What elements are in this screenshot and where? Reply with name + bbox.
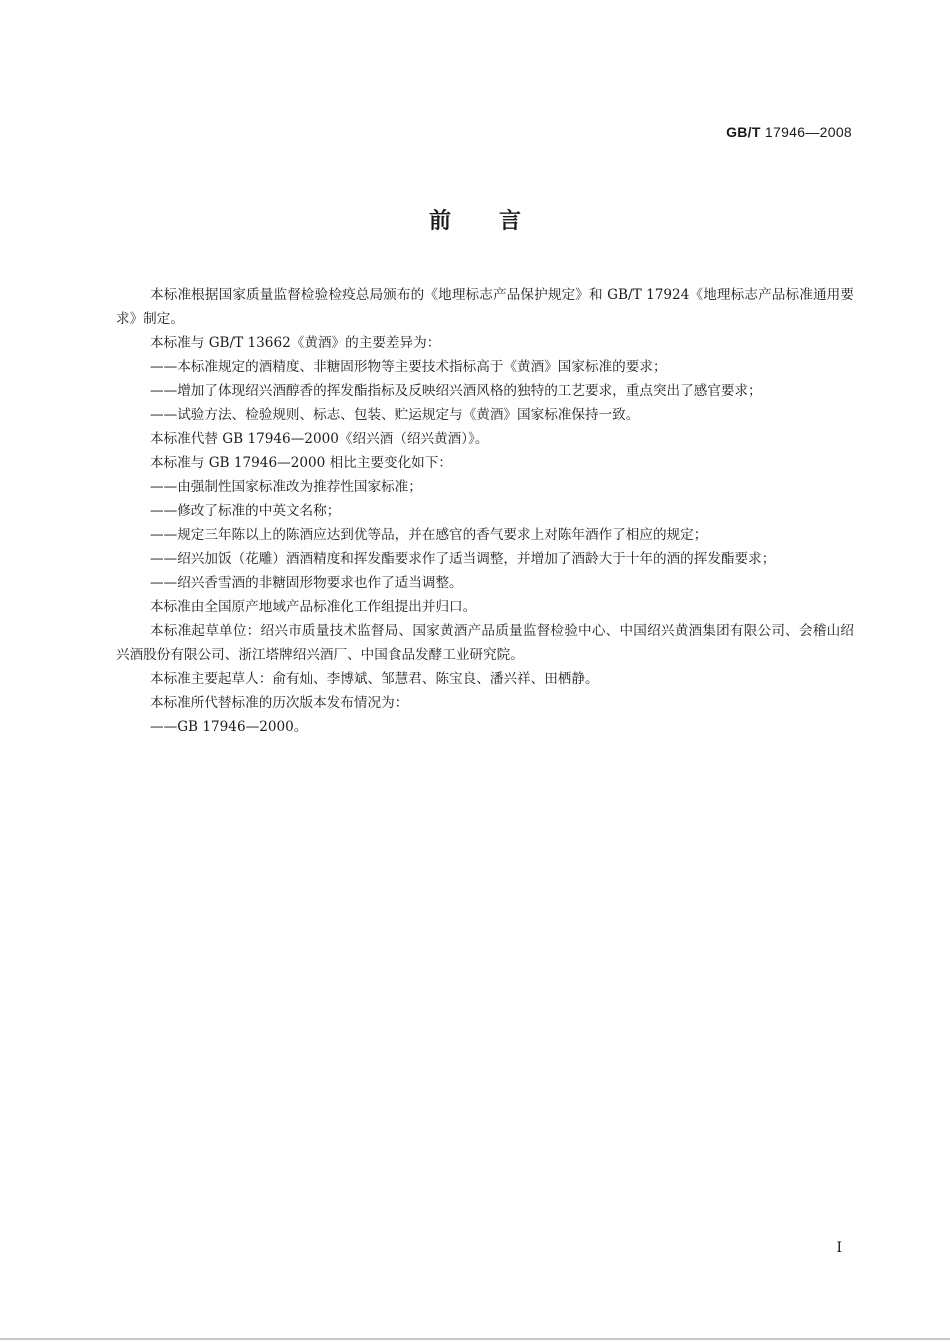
page-number: I: [836, 1240, 842, 1256]
paragraph-drafters: 本标准主要起草人：俞有灿、李博斌、邹慧君、陈宝良、潘兴祥、田栖静。: [150, 671, 599, 687]
scan-edge-line: [0, 1338, 950, 1340]
paragraph-changes-intro: 本标准与 GB 17946—2000 相比主要变化如下：: [150, 455, 452, 471]
list-item: ——规定三年陈以上的陈酒应达到优等品，并在感官的香气要求上对陈年酒作了相应的规定；: [150, 527, 708, 543]
paragraph-replaces: 本标准代替 GB 17946—2000《绍兴酒（绍兴黄酒）》。: [150, 431, 489, 447]
paragraph-basis: 本标准根据国家质量监督检验检疫总局颁布的《地理标志产品保护规定》和 GB/T 17924《地理标志产品标准通用要求》制定。: [116, 287, 854, 327]
list-item: ——绍兴香雪酒的非糖固形物要求也作了适当调整。: [150, 575, 463, 591]
standard-code: [726, 124, 852, 140]
list-item: ——由强制性国家标准改为推荐性国家标准；: [150, 479, 422, 495]
paragraph-history-intro: 本标准所代替标准的历次版本发布情况为：: [150, 695, 409, 711]
list-item: ——本标准规定的酒精度、非糖固形物等主要技术指标高于《黄酒》国家标准的要求；: [150, 359, 667, 375]
list-item: ——GB 17946—2000。: [150, 719, 308, 735]
list-item: ——增加了体现绍兴酒醇香的挥发酯指标及反映绍兴酒风格的独特的工艺要求，重点突出了感官要求；: [150, 383, 762, 399]
paragraph-differences-intro: 本标准与 GB/T 13662《黄酒》的主要差异为：: [150, 335, 441, 351]
paragraph-proposer: 本标准由全国原产地域产品标准化工作组提出并归口。: [150, 599, 477, 615]
standard-code-number: 17946—2008: [764, 124, 852, 140]
list-item: ——试验方法、检验规则、标志、包装、贮运规定与《黄酒》国家标准保持一致。: [150, 407, 640, 423]
list-item: ——修改了标准的中英文名称；: [150, 503, 341, 519]
page-title: 前言: [428, 209, 569, 234]
paragraph-drafting-units: 本标准起草单位：绍兴市质量技术监督局、国家黄酒产品质量监督检验中心、中国绍兴黄酒集团有限公司、会稽山绍兴酒股份有限公司、浙江塔牌绍兴酒厂、中国食品发酵工业研究院。: [116, 623, 854, 663]
standard-code-prefix: GB/T: [726, 124, 761, 140]
document-body: [116, 283, 854, 739]
list-item: ——绍兴加饭（花雕）酒酒精度和挥发酯要求作了适当调整，并增加了酒龄大于十年的酒的挥发酯要求；: [150, 551, 776, 567]
